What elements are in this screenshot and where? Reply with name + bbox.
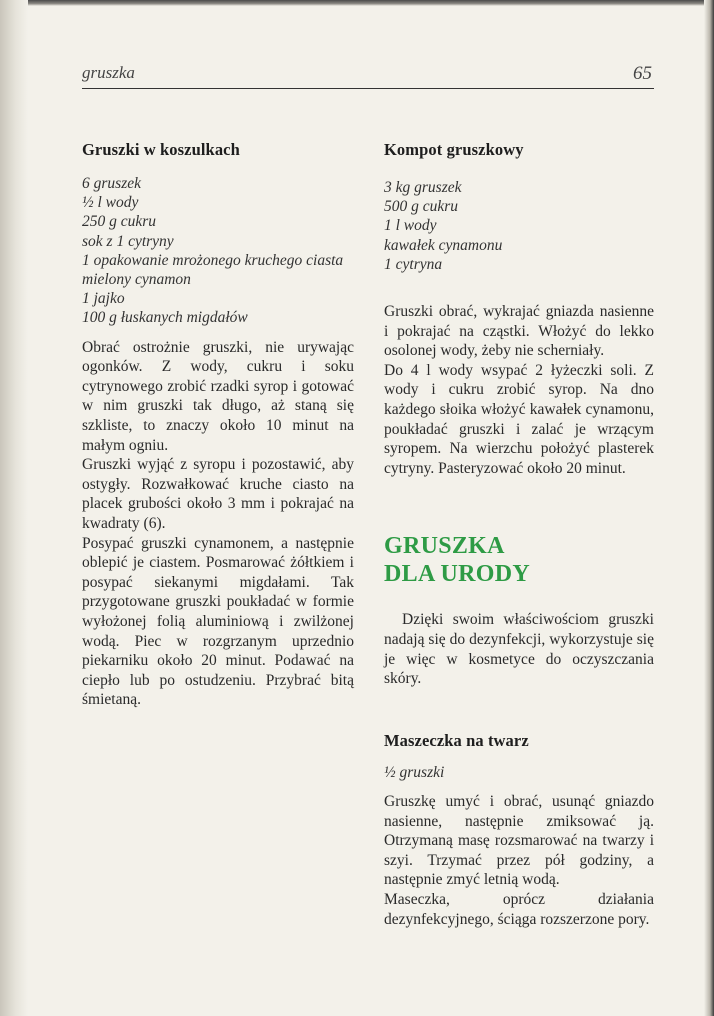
preparation-paragraph: Do 4 l wody wsypać 2 łyżeczki soli. Z wody i cukru zrobić syrop. Na dno każdego słoika włożyć kawałek cynamonu, poukładać gruszki i zalać je wrzącym syropem. Na wierzchu położyć plasterek cytryny. Pasteryzować około 20 minut.	[384, 361, 654, 477]
running-header	[82, 64, 654, 89]
preparation-paragraph: Gruszki wyjąć z syropu i pozostawić, aby ostygły. Rozwałkować kruche ciasto na placek grubości około 3 mm i pokrajać na kwadraty (6).	[82, 456, 354, 532]
ingredient-item: 500 g cukru	[384, 198, 459, 216]
book-binding-shadow	[0, 0, 28, 1016]
ingredient-item: kawałek cynamonu	[384, 236, 503, 254]
ingredient-list	[82, 174, 354, 328]
recipe-title-maseczka: Maszeczka na twarz	[384, 730, 529, 750]
preparation-text	[384, 792, 654, 929]
section-title-line: GRUSZKA	[384, 533, 505, 560]
page-top-shadow	[0, 0, 714, 6]
page-edge-shadow	[704, 0, 714, 1016]
ingredient-item: ½ gruszki	[384, 763, 445, 781]
page-number: 65	[633, 63, 652, 84]
ingredient-list	[384, 178, 654, 274]
ingredient-list	[384, 763, 654, 782]
preparation-text	[82, 338, 354, 710]
preparation-text	[384, 302, 654, 478]
section-intro: Dzięki swoim właściwościom gruszki nadają się do dezynfekcji, wykorzystuje się je więc w kosmetyce do oczyszczania skóry.	[384, 611, 654, 688]
section-title	[384, 532, 654, 588]
preparation-paragraph: Gruszkę umyć i obrać, usunąć gniazdo nasienne, następnie zmiksować ją. Otrzymaną masę rozsmarować na twarzy i szyi. Trzymać przez pół godziny, a następnie zmyć letnią wodą.	[384, 792, 654, 889]
left-column	[82, 140, 354, 710]
ingredient-item: ½ l wody	[82, 194, 139, 212]
ingredient-item: 3 kg gruszek	[384, 179, 462, 196]
recipe-title-kompot-gruszkowy: Kompot gruszkowy	[384, 140, 524, 159]
preparation-paragraph: Gruszki obrać, wykrajać gniazda nasienne i pokrajać na cząstki. Włożyć do lekko osolonej wody, żeby nie scherniały.	[384, 303, 654, 360]
preparation-paragraph: Posypać gruszki cynamonem, a następnie oblepić je ciastem. Posmarować żółtkiem i posypać siekanymi migdałami. Tak przygotowane gruszki poukładać w formie wyłożonej folią aluminiową i zwilżonej wodą. Piec w rozgrzanym uprzednio piekarniku około 20 minut. Podawać na ciepło lub po ostudzeniu. Przybrać bitą śmietaną.	[82, 534, 354, 709]
ingredient-item: 6 gruszek	[82, 175, 141, 192]
ingredient-item: sok z 1 cytryny	[82, 232, 174, 250]
preparation-paragraph: Maseczka, oprócz działania dezynfekcyjnego, ściąga rozszerzone pory.	[384, 890, 654, 928]
ingredient-item: 100 g łuskanych migdałów	[82, 309, 248, 327]
ingredient-item: 1 jajko	[82, 290, 125, 308]
ingredient-item: 1 cytryna	[384, 255, 443, 273]
right-column	[384, 140, 654, 929]
ingredient-item: 1 l wody	[384, 217, 437, 235]
preparation-paragraph: Obrać ostrożnie gruszki, nie urywając ogonków. Z wody, cukru i soku cytrynowego zrobić rzadki syrop i gotować w nim gruszki tak długo, aż staną się szkliste, to znaczy około 10 minut na małym ogniu.	[82, 338, 354, 454]
section-title-line: DLA URODY	[384, 561, 531, 588]
ingredient-item: 250 g cukru	[82, 213, 157, 231]
ingredient-item: mielony cynamon	[82, 271, 191, 289]
ingredient-item: 1 opakowanie mrożonego kruchego ciasta	[82, 251, 344, 269]
recipe-title-gruszki-w-koszulkach: Gruszki w koszulkach	[82, 140, 240, 159]
running-header-title: gruszka	[82, 63, 135, 82]
